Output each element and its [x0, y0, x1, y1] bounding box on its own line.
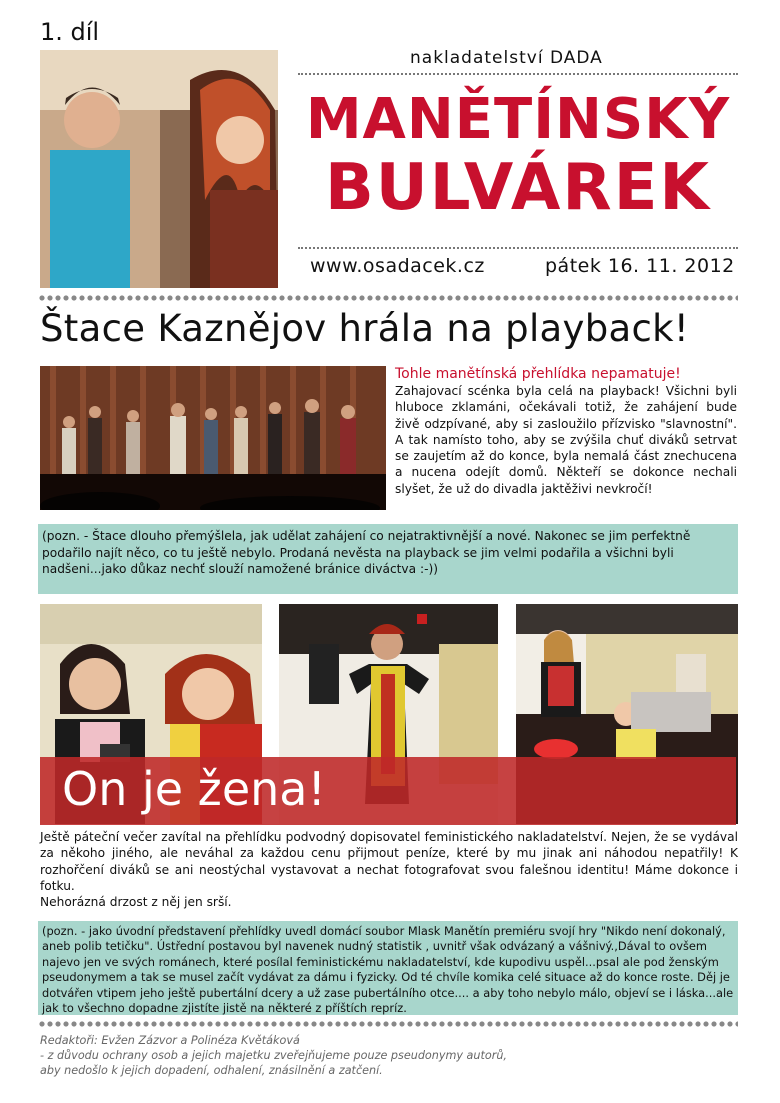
- section-separator: [38, 294, 738, 302]
- publisher-name: nakladatelství DADA: [410, 48, 603, 68]
- masthead-line2: BULVÁREK: [324, 151, 712, 225]
- article1-kicker: Tohle manětínská přehlídka nepamatuje!: [395, 366, 681, 382]
- masthead-title: [298, 87, 738, 225]
- article1-note: (pozn. - Štace dlouho přemýšlela, jak udělat zahájení co nejatraktivnější a nové. Nakonec se jim perfektně podařilo najít něco, co tu ještě nebylo. Prodaná nevěsta na playback se jim velmi podařila a všichni byli nadšeni...jako důkaz nechť slouží namožené bránice diváctva :-)): [38, 524, 738, 594]
- editors-line: Redaktoři: Evžen Zázvor a Polinéza Květáková: [40, 1034, 300, 1047]
- issue-date: pátek 16. 11. 2012: [545, 255, 735, 277]
- article2-body: [40, 829, 738, 910]
- stage-photo: [40, 366, 386, 510]
- disclaimer-line2: aby nedošlo k jejich dopadení, odhalení, znásilnění a zatčení.: [40, 1064, 383, 1077]
- article1-headline: Štace Kaznějov hrála na playback!: [40, 307, 689, 350]
- article2-note: (pozn. - jako úvodní představení přehlídky uvedl domácí soubor Mlask Manětín premiéru svojí hry "Nikdo není dokonalý, aneb polib tetičku". Ústřední postavou byl navenek nudný statistik , uvnitř však odvázaný a vášnivý.,Dával to ovšem najevo jen ve svých románech, které posílal feministickému nakladatelství, kde kupodivu uspěl...psal ale pod ženským pseudonymem a tak se musel začít vydávat za dámu i fyzicky. Od té chvíle komika celé situace až do konce roste. Děj je dotvářen vtipem jeho ještě pubertální dcery a už zase pubertálního otce.... a aby toho nebylo málo, objeví se i láska...ale jak to všechno dopadne zjistíte jistě na některé z příštích repríz.: [38, 921, 738, 1015]
- issue-label: 1. díl: [40, 18, 100, 46]
- article1-body: Zahajovací scénka byla celá na playback! Všichni byli hluboce zklamáni, očekávali totiž, že zahájení bude živě odzpívané, aby si zasloužilo přízvisko "slavnostní". A tak namísto toho, aby se zvýšila chuť diváků setrvat se zaujetím až do konce, byla nemalá část znechucena a nucena odejít domů. Někteří se dokonce nechali slyšet, že už do divadla jaktěživi nevkročí!: [395, 384, 737, 496]
- credits: [40, 1033, 640, 1078]
- footer-separator: [38, 1020, 738, 1028]
- article2-headline: On je žena!: [62, 762, 326, 816]
- masthead-line1: MANĚTÍNSKÝ: [305, 87, 731, 152]
- header-photo: [40, 50, 278, 288]
- website-link[interactable]: www.osadacek.cz: [310, 255, 485, 277]
- masthead-divider: [298, 247, 738, 249]
- article2-paragraph: Ještě páteční večer zavítal na přehlídku podvodný dopisovatel feministického nakladatelství. Nejen, že se vydával za někoho jiného, ale neváhal za každou cenu přijmout peníze, které by mu jinak ani náhodou nepatřily! K rozhořčení diváků se ani neostýchal vystavovat a nechat fotografovat svou falešnou identitu! Máme dokonce i fotku.: [40, 830, 738, 893]
- publisher-divider: [298, 73, 738, 75]
- article2-closing-line: Nehorázná drzost z něj jen srší.: [40, 895, 232, 910]
- disclaimer-line1: - z důvodu ochrany osob a jejich majetku zveřejňujeme pouze pseudonymy autorů,: [40, 1049, 507, 1062]
